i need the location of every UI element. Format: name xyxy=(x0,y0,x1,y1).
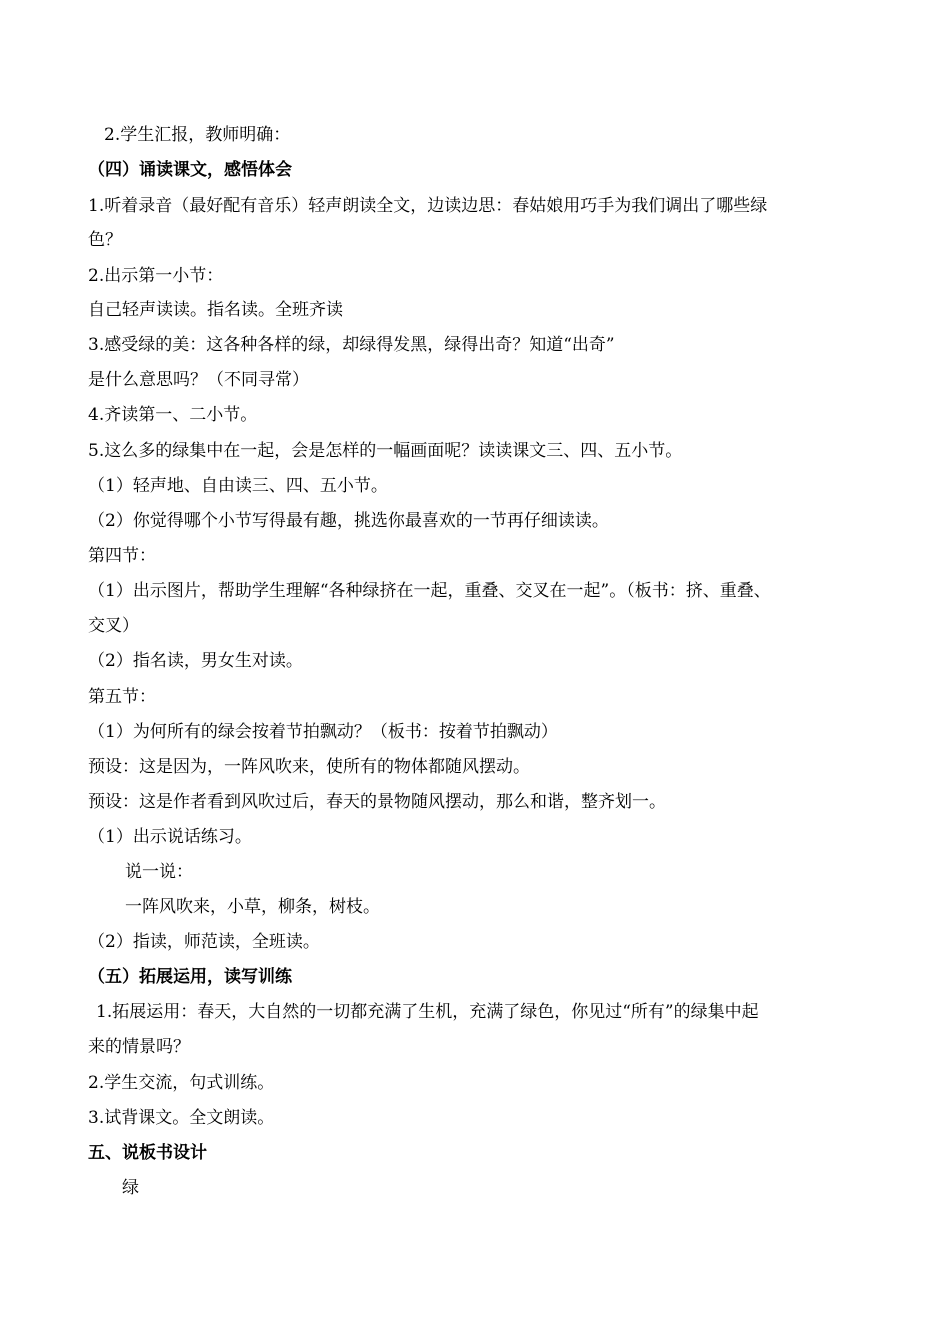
step-1-listen-line-2: 色？ xyxy=(88,230,122,250)
section-4-heading: （四）诵读课文，感悟体会 xyxy=(88,160,292,180)
step-2-show-section-1: 2.出示第一小节： xyxy=(88,266,224,286)
section-five-item-1: （1）为何所有的绿会按着节拍飘动？（板书：按着节拍飘动） xyxy=(88,722,558,742)
section-four-item-2: （2）指名读，男女生对读。 xyxy=(88,651,303,671)
step-3-feel-green-line-1: 3.感受绿的美：这各种各样的绿，却绿得发黑，绿得出奇？知道“出奇” xyxy=(88,335,615,355)
section-four-label: 第四节： xyxy=(88,546,156,566)
extension-line-1: 1.拓展运用：春天，大自然的一切都充满了生机，充满了绿色，你见过“所有”的绿集中起 xyxy=(96,1002,759,1022)
step-2-student-exchange: 2.学生交流，句式训练。 xyxy=(88,1073,275,1093)
blackboard-title: 绿 xyxy=(122,1178,139,1198)
preset-answer-1: 预设：这是因为，一阵风吹来，使所有的物体都随风摆动。 xyxy=(88,757,530,777)
speaking-practice-sentence: 一阵风吹来，小草，柳条，树枝。 xyxy=(125,897,380,917)
sub-2-favorite-section: （2）你觉得哪个小节写得最有趣，挑选你最喜欢的一节再仔细读读。 xyxy=(88,511,609,531)
speaking-practice-item: （1）出示说话练习。 xyxy=(88,827,252,847)
reading-practice-item: （2）指读，师范读，全班读。 xyxy=(88,932,320,952)
speaking-practice-prompt: 说一说： xyxy=(125,862,193,882)
section-five-label: 第五节： xyxy=(88,687,156,707)
step-2-student-report: 2.学生汇报，教师明确： xyxy=(104,125,291,145)
sub-1-free-reading: （1）轻声地、自由读三、四、五小节。 xyxy=(88,476,388,496)
step-3-feel-green-line-2: 是什么意思吗？（不同寻常） xyxy=(88,370,309,390)
preset-answer-2: 预设：这是作者看到风吹过后，春天的景物随风摆动，那么和谐，整齐划一。 xyxy=(88,792,666,812)
reading-methods: 自己轻声读读。指名读。全班齐读 xyxy=(88,300,343,320)
step-4-read-together: 4.齐读第一、二小节。 xyxy=(88,405,258,425)
extension-line-2: 来的情景吗？ xyxy=(88,1037,190,1057)
step-5-picture-question: 5.这么多的绿集中在一起，会是怎样的一幅画面呢？读读课文三、四、五小节。 xyxy=(88,441,683,461)
section-four-item-1-line-1: （1）出示图片，帮助学生理解“各种绿挤在一起，重叠、交叉在一起”。（板书：挤、重叠、 xyxy=(88,581,771,601)
section-four-item-1-line-2: 交叉） xyxy=(88,616,139,636)
blackboard-design-heading: 五、说板书设计 xyxy=(88,1143,207,1163)
step-1-listen-line-1: 1.听着录音（最好配有音乐）轻声朗读全文，边读边思：春姑娘用巧手为我们调出了哪些绿 xyxy=(88,196,768,216)
step-3-recite: 3.试背课文。全文朗读。 xyxy=(88,1108,275,1128)
section-5-heading: （五）拓展运用，读写训练 xyxy=(88,967,292,987)
